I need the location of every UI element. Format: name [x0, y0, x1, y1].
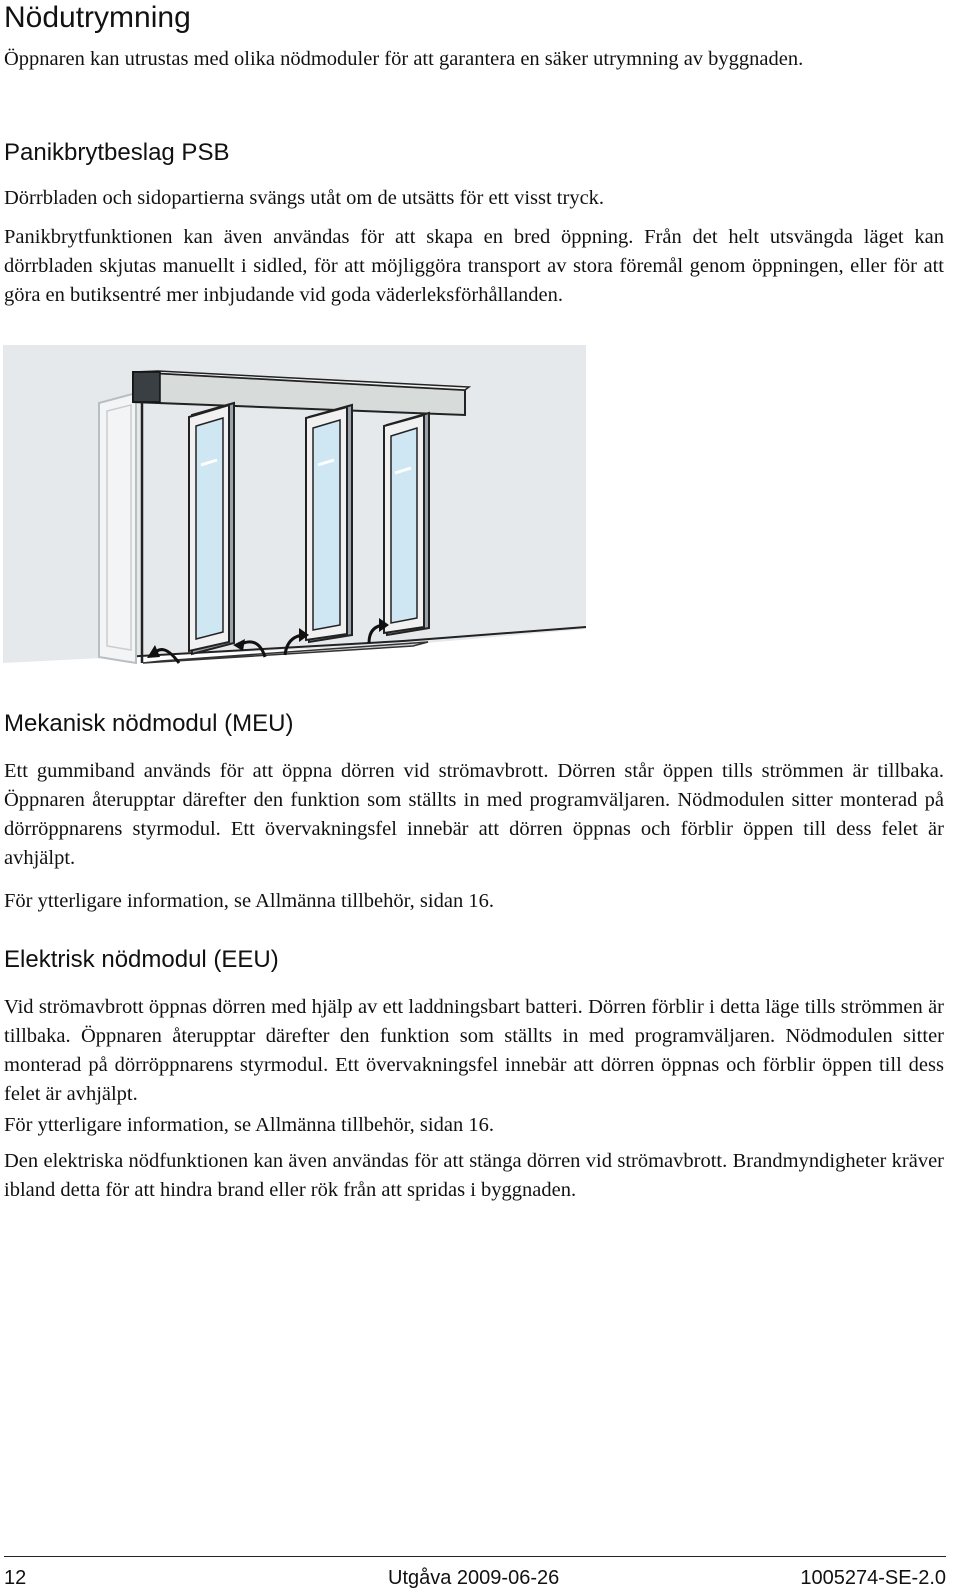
meu-paragraph-2: För ytterligare information, se Allmänna tillbehör, sidan 16.	[4, 890, 494, 912]
intro-paragraph: Öppnaren kan utrustas med olika nödmoduler för att garantera en säker utrymning av byggnaden.	[4, 48, 804, 70]
footer-divider	[4, 1556, 946, 1557]
psb-paragraph-2: Panikbrytfunktionen kan även användas för att skapa en bred öppning. Från det helt utsvängda läget kan dörrbladen skjutas manuellt i sidled, för att möjliggöra transport av stora föremål genom öppningen, eller för att göra en butiksentré mer inbjudande vid goda väderleksförhållanden.	[4, 226, 944, 306]
footer-page-number: 12	[4, 1567, 27, 1589]
section-heading-meu: Mekanisk nödmodul (MEU)	[4, 710, 294, 737]
door-illustration	[3, 345, 586, 680]
section-heading-eeu: Elektrisk nödmodul (EEU)	[4, 946, 279, 973]
eeu-paragraph-2: För ytterligare information, se Allmänna tillbehör, sidan 16.	[4, 1114, 494, 1136]
eeu-paragraph-3: Den elektriska nödfunktionen kan även användas för att stänga dörren vid strömavbrott. Brandmyndigheter kräver ibland detta för att hindra brand eller rök från att spridas i byggnaden.	[4, 1150, 944, 1201]
psb-paragraph-1: Dörrbladen och sidopartierna svängs utåt om de utsätts för ett visst tryck.	[4, 187, 605, 209]
footer-edition: Utgåva 2009-06-26	[388, 1567, 560, 1589]
footer-document-id: 1005274-SE-2.0	[800, 1567, 946, 1589]
page-title: Nödutrymning	[4, 1, 191, 34]
eeu-paragraph-1: Vid strömavbrott öppnas dörren med hjälp av ett laddningsbart batteri. Dörren förblir i detta läge tills strömmen är tillbaka. Öppnaren återupptar därefter den funktion som ställts in med programväljaren. Nödmodulen sitter monterad på dörröppnarens styrmodul. Ett övervakningsfel innebär att dörren öppnas och förblir öppen till dess felet är avhjälpt.	[4, 996, 944, 1105]
section-heading-psb: Panikbrytbeslag PSB	[4, 139, 230, 166]
meu-paragraph-1: Ett gummiband används för att öppna dörren vid strömavbrott. Dörren står öppen tills strömmen är tillbaka. Öppnaren återupptar därefter den funktion som ställts in med programväljaren. Nödmodulen sitter monterad på dörröppnarens styrmodul. Ett övervakningsfel innebär att dörren öppnas och förblir öppen till dess felet är avhjälpt.	[4, 760, 944, 869]
